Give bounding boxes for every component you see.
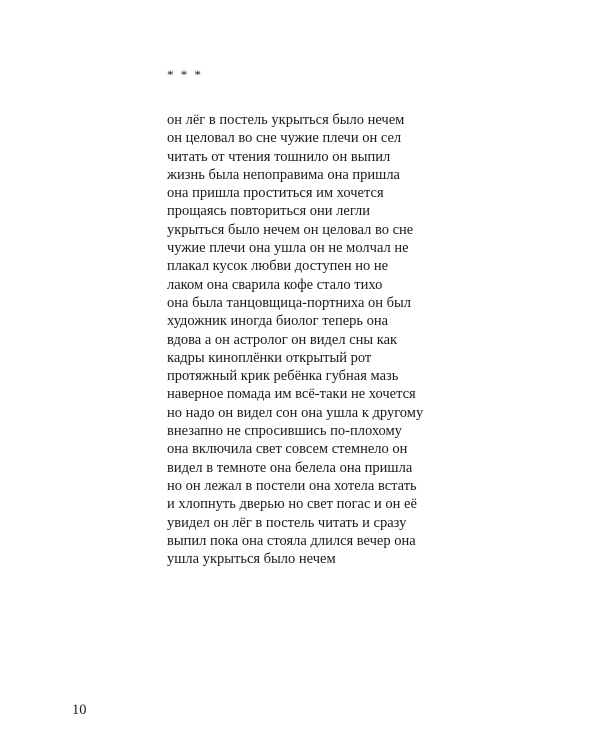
poem-line: видел в темноте она белела она пришла	[167, 459, 413, 476]
poem-line: протяжный крик ребёнка губная мазь	[167, 368, 399, 385]
poem-line: она пришла проститься им хочется	[167, 185, 384, 202]
poem-line: наверное помада им всё-таки не хочется	[167, 386, 416, 403]
poem-line: ушла укрыться было нечем	[167, 551, 336, 568]
poem-line: чужие плечи она ушла он не молчал не	[167, 240, 409, 257]
poem-body	[167, 111, 467, 568]
poem-line: плакал кусок любви доступен но не	[167, 258, 389, 275]
poem-line: кадры киноплёнки открытый рот	[167, 349, 372, 366]
poem-line: он лёг в постель укрыться было нечем	[167, 112, 405, 128]
poem-line: выпил пока она стояла длился вечер она	[167, 532, 416, 549]
poem-line: но он лежал в постели она хотела встать	[167, 477, 417, 494]
poem-line: внезапно не спросившись по-плохому	[167, 423, 402, 440]
poem-line: укрыться было нечем он целовал во сне	[167, 221, 414, 238]
poem-line: вдова а он астролог он видел сны как	[167, 331, 398, 348]
poem-line: читать от чтения тошнило он выпил	[167, 148, 391, 165]
poem-line: она была танцовщица-портниха он был	[167, 294, 412, 311]
poem-line: увидел он лёг в постель читать и сразу	[167, 514, 407, 531]
poem-line: прощаясь повториться они легли	[167, 203, 371, 220]
page-number: 10	[72, 702, 87, 718]
poem-line: но надо он видел сон она ушла к другому	[167, 404, 424, 421]
section-ornament: * * *	[167, 67, 203, 82]
poem-line: она включила свет совсем стемнело он	[167, 441, 408, 458]
poem-line: и хлопнуть дверью но свет погас и он её	[167, 496, 417, 513]
poem-line: жизнь была непоправима она пришла	[167, 166, 400, 183]
poem-line: художник иногда биолог теперь она	[167, 313, 389, 330]
poem-line: он целовал во сне чужие плечи он сел	[167, 130, 402, 147]
poem-line: лаком она сварила кофе стало тихо	[167, 276, 383, 293]
